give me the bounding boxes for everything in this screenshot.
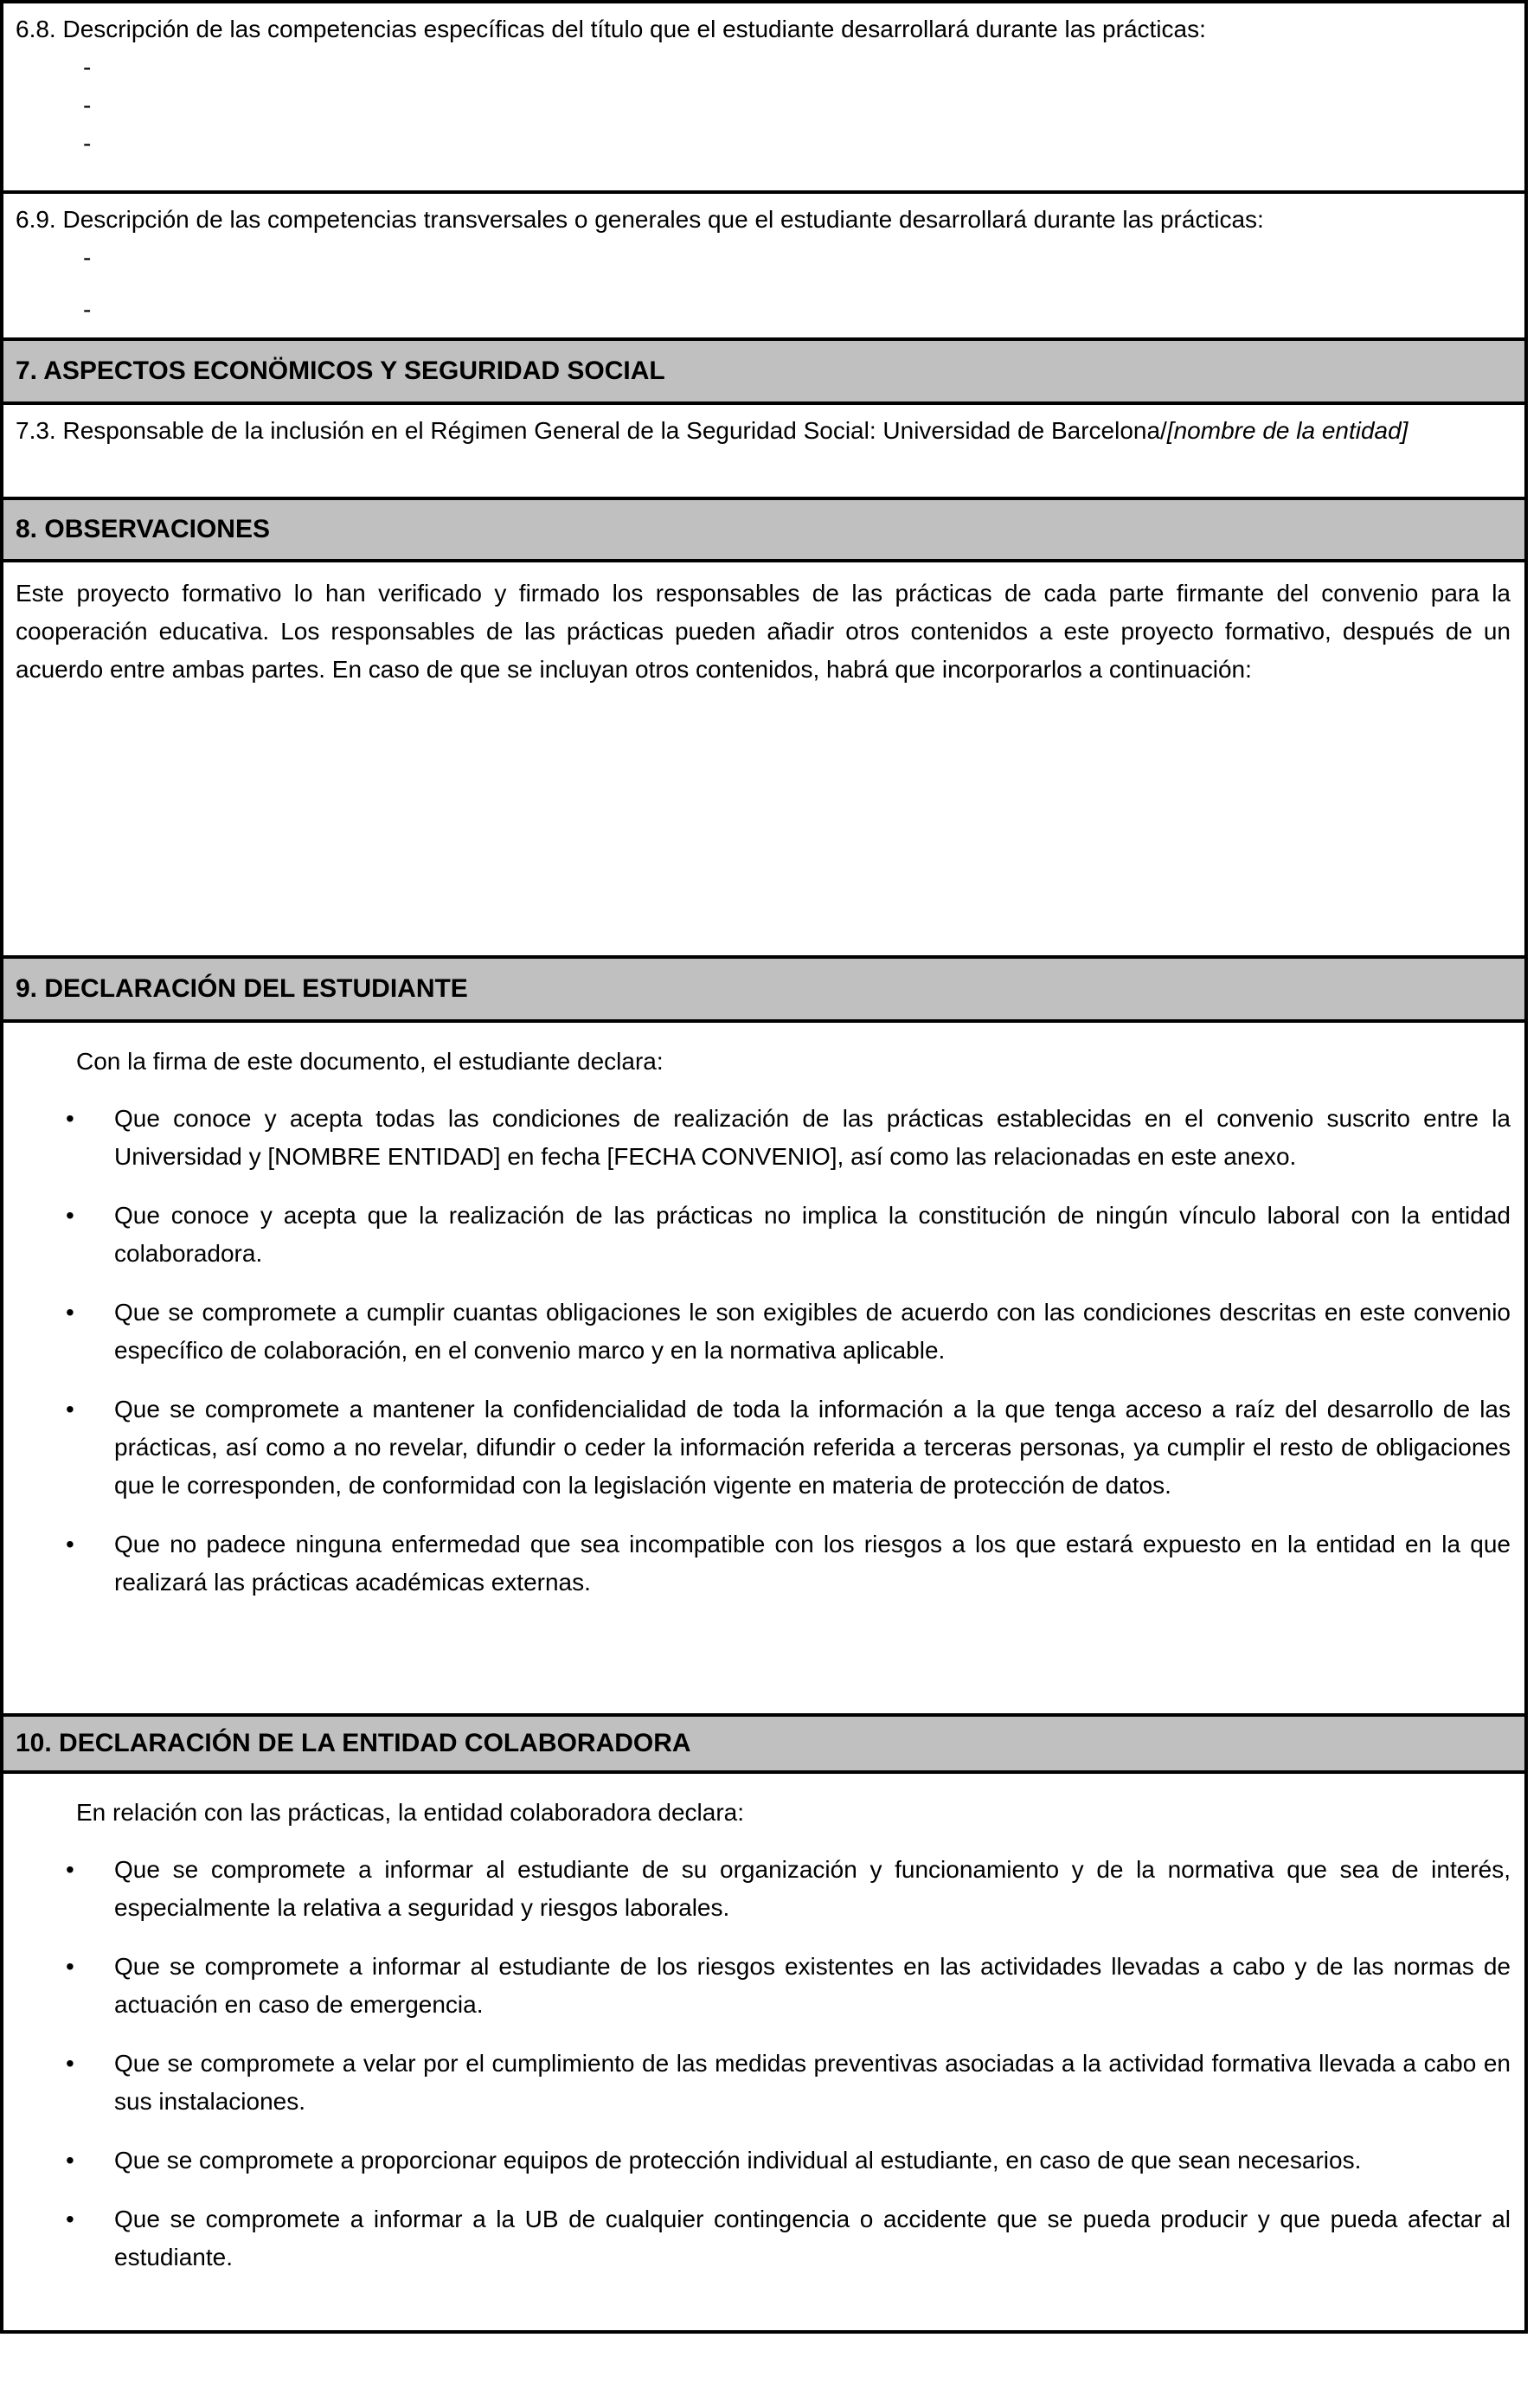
student-declaration-list — [16, 1100, 1511, 1602]
declaration-item — [16, 1294, 1511, 1370]
student-declaration-cell — [3, 1023, 1524, 1717]
section-9-header — [3, 959, 1524, 1023]
competencies-transversal-heading: 6.9. Descripción de las competencias transversales o generales que el estudiante desarrollará durante las prácticas: — [16, 206, 1264, 233]
section-7-3-cell — [3, 405, 1524, 500]
bullet-icon: • — [66, 1531, 74, 1557]
section-6-8-cell — [3, 3, 1524, 194]
student-declaration-intro: Con la firma de este documento, el estudiante declara: — [76, 1048, 664, 1075]
competencies-specific-list — [16, 48, 1511, 163]
declaration-text: Que se compromete a mantener la confidencialidad de toda la información a la que tenga acceso a raíz del desarrollo de las prácticas, así como a no revelar, difundir o ceder la información referida a terceras personas, ya cumplir el resto de obligaciones que le corresponden, de conformidad con la legislación vigente en materia de protección de datos. — [114, 1396, 1511, 1499]
social-security-text — [16, 412, 1511, 450]
bullet-icon: • — [66, 2050, 74, 2077]
dash-item: - — [83, 92, 92, 119]
bullet-icon: • — [66, 1856, 74, 1883]
declaration-item — [16, 1851, 1511, 1927]
declaration-text: Que no padece ninguna enfermedad que sea incompatible con los riesgos a los que estará expuesto en la entidad en la que realizará las prácticas académicas externas. — [114, 1531, 1511, 1596]
declaration-text: Que se compromete a cumplir cuantas obligaciones le son exigibles de acuerdo con las condiciones descritas en este convenio específico de colaboración, en el convenio marco y en la normativa aplicable. — [114, 1299, 1511, 1364]
bullet-icon: • — [66, 1953, 74, 1980]
declaration-item — [16, 2142, 1511, 2180]
declaration-item — [16, 2045, 1511, 2121]
social-security-text-plain: 7.3. Responsable de la inclusión en el Régimen General de la Seguridad Social: Universidad de Barcelona/ — [16, 417, 1167, 444]
declaration-text: Que conoce y acepta todas las condiciones de realización de las prácticas establecidas en el convenio suscrito entre la Universidad y [NOMBRE ENTIDAD] en fecha [FECHA CONVENIO], así como las relacionadas en este anexo. — [114, 1105, 1511, 1170]
declaration-item — [16, 1100, 1511, 1176]
declaration-item — [16, 2200, 1511, 2277]
section-8-title: 8. OBSERVACIONES — [16, 515, 270, 543]
bullet-icon: • — [66, 1396, 74, 1423]
declaration-text: Que se compromete a informar al estudiante de su organización y funcionamiento y de la normativa que sea de interés, especialmente la relativa a seguridad y riesgos laborales. — [114, 1856, 1511, 1921]
dash-item: - — [83, 244, 92, 271]
declaration-text: Que se compromete a informar al estudiante de los riesgos existentes en las actividades llevadas a cabo y de las normas de actuación en caso de emergencia. — [114, 1953, 1511, 2018]
entity-declaration-list — [16, 1851, 1511, 2277]
section-7-header — [3, 341, 1524, 405]
dash-item: - — [83, 130, 92, 157]
dash-item: - — [83, 296, 92, 323]
bullet-icon: • — [66, 1202, 74, 1229]
section-8-header — [3, 500, 1524, 562]
declaration-text: Que se compromete a velar por el cumplimiento de las medidas preventivas asociadas a la actividad formativa llevada a cabo en sus instalaciones. — [114, 2050, 1511, 2115]
entity-declaration-intro: En relación con las prácticas, la entidad colaboradora declara: — [76, 1799, 745, 1826]
bullet-icon: • — [66, 1299, 74, 1326]
declaration-item — [16, 1197, 1511, 1273]
bullet-icon: • — [66, 1105, 74, 1132]
section-6-9-cell — [3, 194, 1524, 341]
dash-item: - — [83, 54, 92, 80]
declaration-text: Que se compromete a proporcionar equipos de protección individual al estudiante, en caso de que sean necesarios. — [114, 2147, 1362, 2174]
declaration-item — [16, 1525, 1511, 1602]
declaration-text: Que se compromete a informar a la UB de cualquier contingencia o accidente que se pueda producir y que pueda afectar al estudiante. — [114, 2206, 1511, 2270]
declaration-item — [16, 1948, 1511, 2024]
observations-paragraph: Este proyecto formativo lo han verificado y firmado los responsables de las prácticas de cada parte firmante del convenio para la cooperación educativa. Los responsables de las prácticas pueden añadir otros contenidos a este proyecto formativo, después de un acuerdo entre ambas partes. En caso de que se incluyan otros contenidos, habrá que incorporarlos a continuación: — [16, 580, 1511, 683]
competencies-transversal-list — [16, 239, 1511, 329]
bullet-icon: • — [66, 2147, 74, 2174]
section-10-title: 10. DECLARACIÓN DE LA ENTIDAD COLABORADORA — [16, 1729, 691, 1757]
bullet-icon: • — [66, 2206, 74, 2232]
observations-cell — [3, 562, 1524, 959]
section-9-title: 9. DECLARACIÓN DEL ESTUDIANTE — [16, 974, 468, 1003]
declaration-item — [16, 1390, 1511, 1505]
declaration-text: Que conoce y acepta que la realización de las prácticas no implica la constitución de ningún vínculo laboral con la entidad colaboradora. — [114, 1202, 1511, 1267]
entity-name-placeholder: [nombre de la entidad] — [1166, 417, 1408, 444]
section-10-header — [3, 1717, 1524, 1774]
competencies-specific-heading: 6.8. Descripción de las competencias específicas del título que el estudiante desarrollará durante las prácticas: — [16, 16, 1206, 42]
entity-declaration-cell — [3, 1774, 1524, 2330]
section-7-title: 7. ASPECTOS ECONÖMICOS Y SEGURIDAD SOCIAL — [16, 356, 665, 385]
